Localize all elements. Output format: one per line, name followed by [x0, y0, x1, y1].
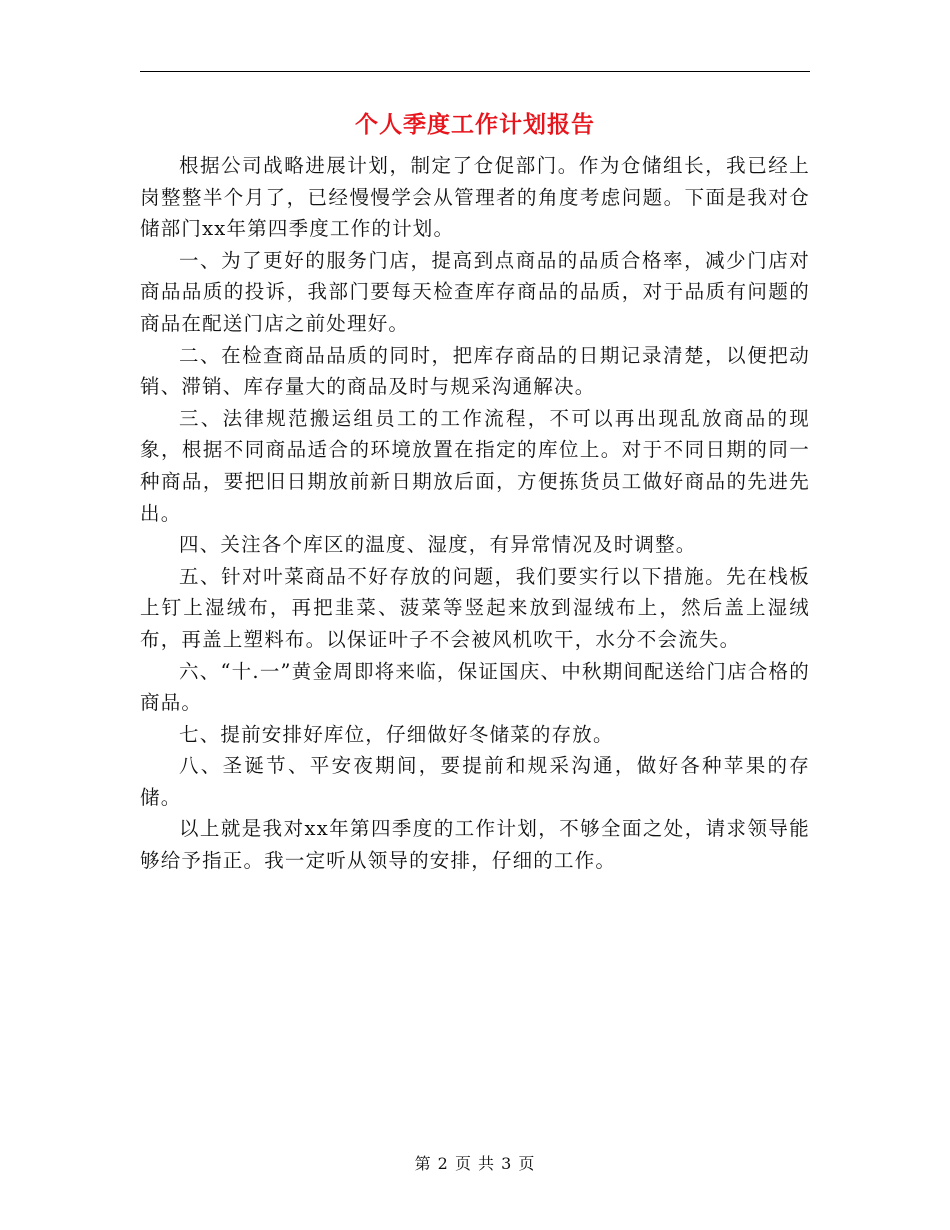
- header-rule: [140, 71, 810, 72]
- document-title: 个人季度工作计划报告: [355, 111, 595, 138]
- paragraph-item-8: 八、圣诞节、平安夜期间，要提前和规采沟通，做好各种苹果的存储。: [140, 754, 810, 809]
- paragraph-item-1: 一、为了更好的服务门店，提高到点商品的品质合格率，减少门店对商品品质的投诉，我部门要每天检查库存商品的品质，对于品质有问题的商品在配送门店之前处理好。: [140, 248, 810, 335]
- paragraph-item-6: 六、“十.一”黄金周即将来临，保证国庆、中秋期间配送给门店合格的商品。: [140, 659, 810, 715]
- page-number: 第 2 页 共 3 页: [414, 1154, 536, 1173]
- paragraph-conclusion: 以上就是我对xx年第四季度的工作计划，不够全面之处，请求领导能够给予指正。我一定听从领导的安排，仔细的工作。: [140, 817, 810, 873]
- document-body: [140, 150, 810, 877]
- paragraph-item-5: 五、针对叶菜商品不好存放的问题，我们要实行以下措施。先在栈板上钉上湿绒布，再把韭菜、菠菜等竖起来放到湿绒布上，然后盖上湿绒布，再盖上塑料布。以保证叶子不会被风机吹干，水分不会流失。: [140, 564, 810, 651]
- paragraph-item-7: 七、提前安排好库位，仔细做好冬储菜的存放。: [179, 722, 614, 746]
- paragraph-item-3: 三、法律规范搬运组员工的工作流程，不可以再出现乱放商品的现象，根据不同商品适合的环境放置在指定的库位上。对于不同日期的同一种商品，要把旧日期放前新日期放后面，方便拣货员工做好商品的先进先出。: [140, 406, 810, 525]
- paragraph-intro: 根据公司战略进展计划，制定了仓促部门。作为仓储组长，我已经上岗整整半个月了，已经慢慢学会从管理者的角度考虑问题。下面是我对仓储部门xx年第四季度工作的计划。: [140, 154, 810, 241]
- paragraph-item-2: 二、在检查商品品质的同时，把库存商品的日期记录清楚，以便把动销、滞销、库存量大的商品及时与规采沟通解决。: [140, 343, 810, 399]
- paragraph-item-4: 四、关注各个库区的温度、湿度，有异常情况及时调整。: [179, 533, 697, 557]
